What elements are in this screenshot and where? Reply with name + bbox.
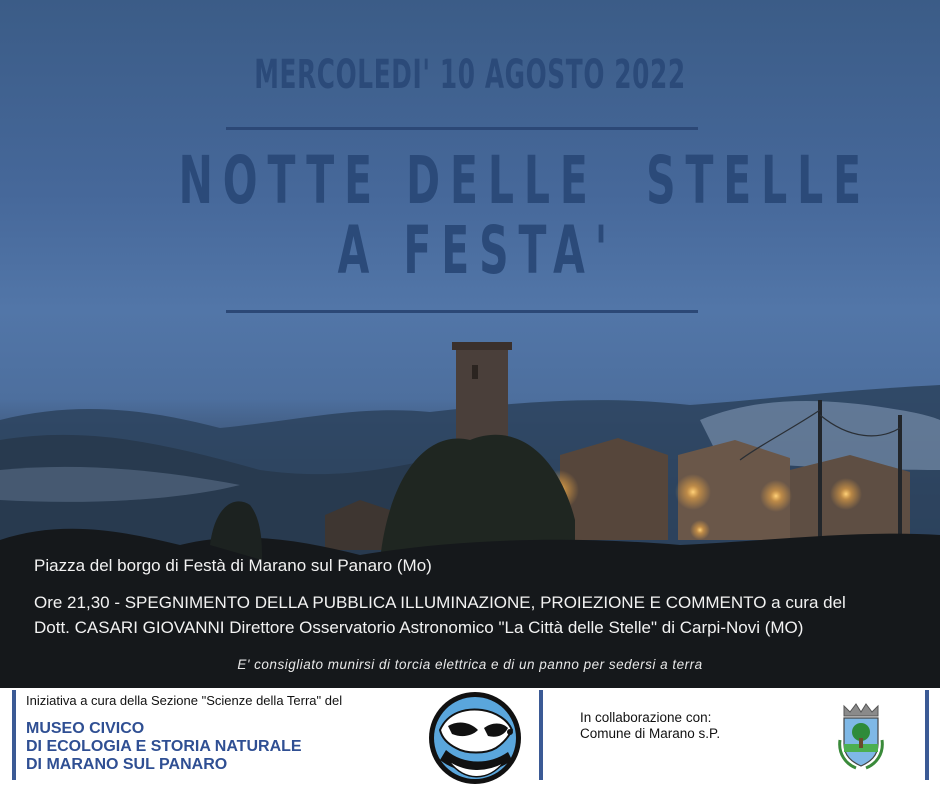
comune-crest-icon — [836, 700, 886, 772]
footer-divider-right — [925, 690, 929, 780]
footer-divider-middle — [539, 690, 543, 780]
initiative-text: Iniziativa a cura della Sezione "Scienze della Terra" del — [26, 693, 343, 708]
museum-name-line-3: DI MARANO SUL PANARO — [26, 756, 228, 773]
collaboration — [580, 710, 720, 742]
event-program — [34, 590, 846, 640]
program-line-2: Dott. CASARI GIOVANNI Direttore Osservatorio Astronomico "La Città delle Stelle" di Carpi-Novi (MO) — [34, 618, 804, 637]
divider-top — [226, 127, 698, 130]
event-venue: Piazza del borgo di Festà di Marano sul Panaro (Mo) — [34, 556, 432, 575]
event-advice: E' consigliato munirsi di torcia elettrica e di un panno per sedersi a terra — [237, 657, 703, 672]
museum-name-line-1: MUSEO CIVICO — [26, 720, 145, 737]
program-line-1: Ore 21,30 - SPEGNIMENTO DELLA PUBBLICA ILLUMINAZIONE, PROIEZIONE E COMMENTO a cura del — [34, 593, 846, 612]
museum-name — [26, 720, 302, 774]
collab-line-1: In collaborazione con: — [580, 710, 712, 725]
museum-name-line-2: DI ECOLOGIA E STORIA NATURALE — [26, 738, 302, 755]
event-date: MERCOLEDI' 10 AGOSTO 2022 — [254, 52, 686, 98]
event-title-line-1: NOTTE DELLE STELLE — [178, 142, 872, 219]
divider-bottom — [226, 310, 698, 313]
collab-line-2: Comune di Marano s.P. — [580, 726, 721, 741]
badger-logo — [426, 690, 524, 786]
event-title-line-2: A FESTA' — [337, 212, 618, 289]
footer-divider-left — [12, 690, 16, 780]
